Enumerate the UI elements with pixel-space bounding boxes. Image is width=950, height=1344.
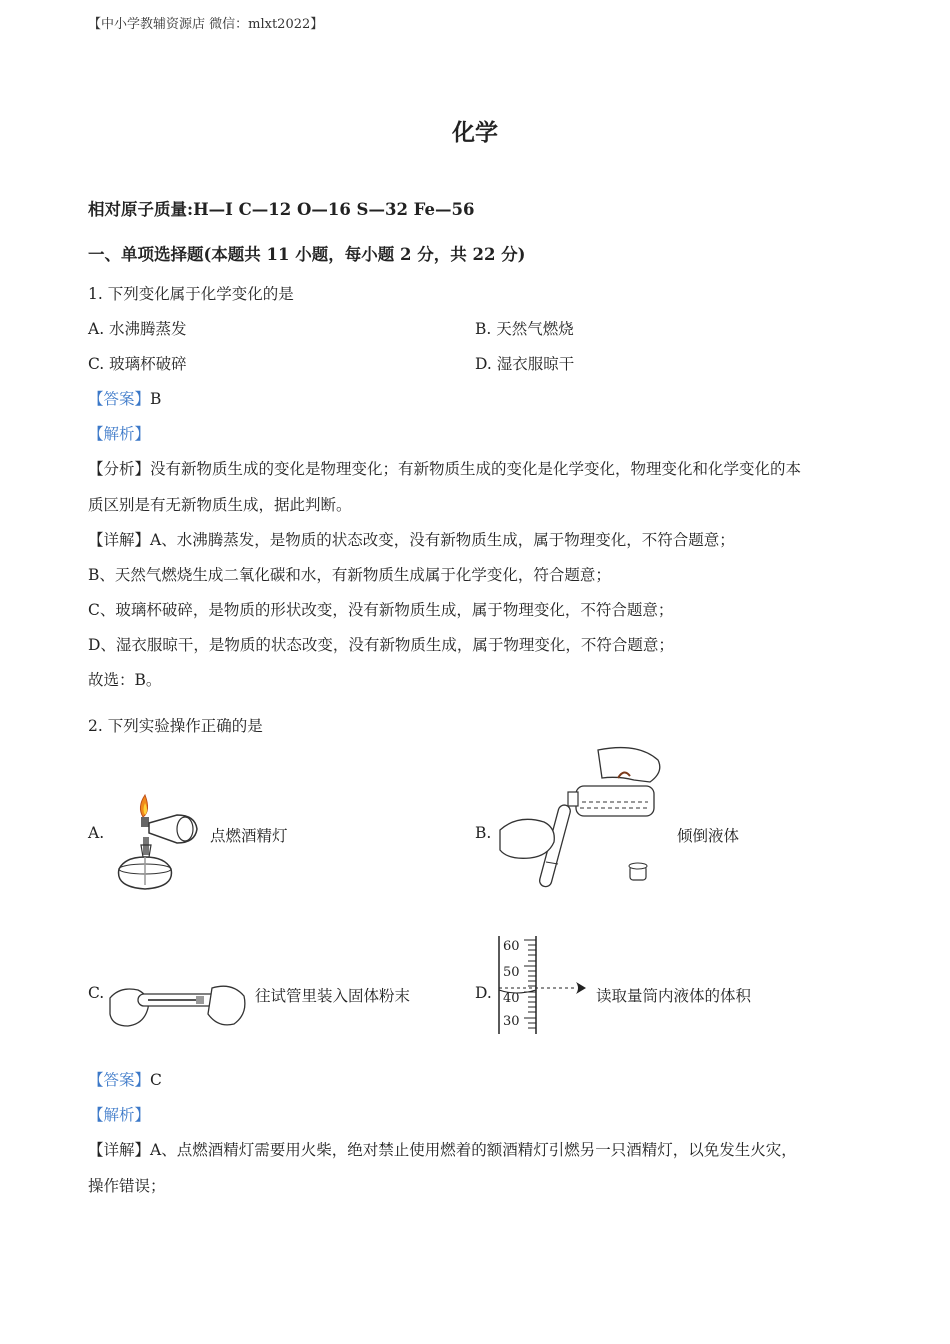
alcohol-lamp-lighting-illustration [105,785,210,895]
q1-xiangjie-b: B、天然气燃烧生成二氧化碳和水，有新物质生成属于化学变化，符合题意； [88,566,611,584]
q2-option-d-caption: 读取量筒内液体的体积 [596,987,752,1005]
q1-analysis-tag: 【解析】 [88,425,151,443]
q1-answer-value: B [150,390,162,408]
q2-stem: 2. 下列实验操作正确的是 [88,717,263,735]
cylinder-tick-60: 60 [503,939,520,954]
q1-option-c: C. 玻璃杯破碎 [88,355,187,373]
q2-option-c-caption: 往试管里装入固体粉末 [255,987,411,1005]
page-title: 化学 [452,119,498,146]
q2-option-b-caption: 倾倒液体 [677,827,740,845]
q2-xiangjie-line-1 [88,1138,797,1160]
q1-fenxi-line-1 [88,457,801,479]
q2-option-d-letter: D. [475,984,492,1002]
q1-xiangjie-d: D、湿衣服晾干，是物质的状态改变，没有新物质生成，属于物理变化，不符合题意； [88,636,674,654]
q2-answer-value: C [150,1071,162,1089]
q1-stem: 1. 下列变化属于化学变化的是 [88,285,294,303]
q1-fenxi-tag: 【分析】 [88,460,151,478]
cylinder-tick-40: 40 [503,991,520,1006]
q1-xiangjie-tag: 【详解】 [88,531,151,549]
q1-xiangjie-a: A、水沸腾蒸发，是物质的状态改变，没有新物质生成，属于物理变化，不符合题意； [150,531,735,549]
q1-option-a: A. 水沸腾蒸发 [88,320,187,338]
q2-option-b-letter: B. [475,824,492,842]
q1-fenxi-text-1: 没有新物质生成的变化是物理变化；有新物质生成的变化是化学变化，物理变化和化学变化的本 [150,460,802,478]
q2-answer-tag: 【答案】 [88,1071,151,1089]
atomic-mass-line: 相对原子质量:H—I C—12 O—16 S—32 Fe—56 [88,200,475,219]
q2-xiangjie-line-2: 操作错误； [88,1177,166,1195]
q2-xiangjie-tag: 【详解】 [88,1141,151,1159]
q1-option-b: B. 天然气燃烧 [475,320,574,338]
q2-answer-line [88,1068,162,1090]
header-watermark: 【中小学教辅资源店 微信：mlxt2022】 [88,17,324,32]
q1-xiangjie-c: C、玻璃杯破碎，是物质的形状改变，没有新物质生成，属于物理变化，不符合题意； [88,601,674,619]
q2-analysis-tag: 【解析】 [88,1106,151,1124]
q1-option-d: D. 湿衣服晾干 [475,355,575,373]
q1-xiangjie-a-line [88,528,735,550]
cylinder-tick-50: 50 [503,965,520,980]
cylinder-tick-30: 30 [503,1014,520,1029]
q1-fenxi-line-2: 质区别是有无新物质生成，据此判断。 [88,496,352,514]
q2-option-c-letter: C. [88,984,105,1002]
q1-answer-line [88,387,161,409]
q1-conclusion: 故选：B。 [88,671,162,689]
q2-option-a-caption: 点燃酒精灯 [210,827,288,845]
q2-option-a-letter: A. [88,824,105,842]
q1-answer-tag: 【答案】 [88,390,151,408]
pouring-liquid-illustration [498,742,668,892]
q2-xiangjie-text-1: A、点燃酒精灯需要用火柴，绝对禁止使用燃着的额酒精灯引燃另一只酒精灯，以免发生火灾， [150,1141,797,1159]
section-heading: 一、单项选择题(本题共 11 小题，每小题 2 分，共 22 分) [88,245,526,264]
test-tube-powder-illustration [108,978,248,1036]
